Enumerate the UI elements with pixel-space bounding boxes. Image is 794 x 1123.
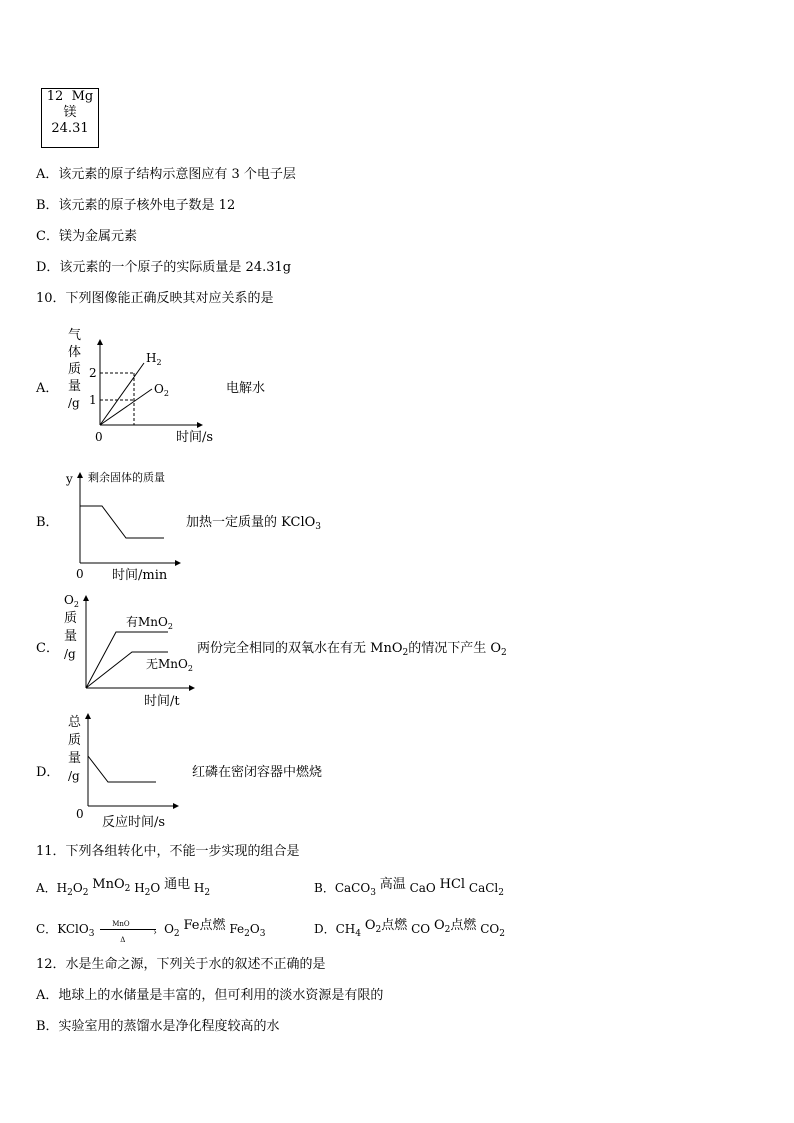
q10-c-series-with: 有MnO$_2$ — [126, 615, 173, 631]
q9-option-b: B．该元素的原子核外电子数是 12 — [36, 198, 236, 213]
q11-a-catalyst: MnO$_2$ — [92, 877, 131, 894]
q10-d-origin: 0 — [76, 807, 84, 821]
q9-option-d: D．该元素的一个原子的实际质量是 24.31g — [36, 260, 292, 275]
q9-option-c: C．镁为金属元素 — [36, 229, 137, 244]
q11-option-a: A．$H_2O_2$ MnO$_2$ $H_2O$ 通电 $H_2$ — [36, 877, 211, 898]
q10-b-curve — [80, 506, 164, 538]
q10-d-chart — [60, 710, 190, 832]
q10-b-origin: 0 — [76, 567, 84, 581]
q11-option-d: D．$CH_4$ $O_2$点燃 CO $O_2$点燃 $CO_2$ — [314, 918, 505, 939]
q10-a-ylabel-1: 体 — [68, 345, 82, 360]
q10-c-ylabel-top: $O_2$ — [64, 593, 79, 609]
q10-a-label: A． — [36, 381, 59, 396]
q11-c-arrow: MnO Δ › — [98, 922, 160, 938]
q11-stem: 11．下列各组转化中，不能一步实现的组合是 — [36, 844, 300, 859]
q10-a-ylabel-3: 量 — [68, 379, 82, 394]
q10-b-desc: 加热一定质量的 KClO$_3$ — [186, 515, 321, 532]
q10-a-h2-line — [100, 363, 144, 425]
q11-c-condition: Fe点燃 — [183, 918, 226, 933]
q10-c-ylabel-0: 质 — [64, 611, 78, 626]
q10-d-ylabel-2: 量 — [68, 751, 82, 766]
q10-c-series-without: 无MnO$_2$ — [146, 657, 193, 673]
q10-b-xlabel: 时间/min — [112, 568, 168, 583]
q10-d-xlabel: 反应时间/s — [102, 815, 166, 830]
q10-d-desc: 红磷在密闭容器中燃烧 — [192, 765, 323, 780]
q10-b-y: y — [66, 472, 73, 486]
q10-c-label: C． — [36, 641, 59, 656]
q10-b-label: B． — [36, 515, 59, 530]
q11-d-condition-1: $O_2$点燃 — [364, 918, 408, 935]
q11-option-b: B．CaCO$_3$ 高温 CaO HCl CaCl$_2$ — [314, 877, 504, 898]
q10-a-ylabel-0: 气 — [68, 328, 82, 343]
q10-c-chart — [60, 590, 200, 710]
q10-stem: 10．下列图像能正确反映其对应关系的是 — [36, 291, 274, 306]
q10-a-desc: 电解水 — [226, 381, 266, 396]
element-name: 镁 — [63, 105, 77, 120]
q11-b-condition: 高温 — [379, 877, 406, 892]
q10-c-desc: 两份完全相同的双氧水在有无 MnO$_2$的情况下产生 $O_2$ — [197, 641, 507, 658]
q10-a-o2-label: $O_2$ — [154, 382, 169, 398]
q10-d-label: D． — [36, 765, 60, 780]
q10-a-chart — [60, 325, 240, 445]
q11-option-c: C．KClO$_3$ MnO Δ › $O_2$ Fe点燃 $Fe_2O_3$ — [36, 918, 266, 944]
q10-b-ytitle: 剩余固体的质量 — [88, 471, 165, 484]
q12-stem: 12．水是生命之源，下列关于水的叙述不正确的是 — [36, 957, 326, 972]
element-mass: 24.31 — [51, 121, 89, 136]
q10-a-origin: 0 — [95, 430, 103, 444]
q10-d-curve — [88, 756, 156, 782]
q12-option-b: B．实验室用的蒸馏水是净化程度较高的水 — [36, 1019, 280, 1034]
q10-c-xlabel: 时间/t — [144, 694, 180, 709]
q11-a-condition: 通电 — [164, 877, 191, 892]
q11-b-reagent: HCl — [439, 877, 466, 892]
q10-d-ylabel-0: 总 — [68, 715, 82, 730]
q10-d-ylabel-1: 质 — [68, 733, 82, 748]
q10-c-ylabel-2: /g — [64, 647, 76, 661]
q10-b-chart — [60, 465, 190, 585]
q10-a-xlabel: 时间/s — [176, 430, 214, 445]
q10-a-ylabel-2: 质 — [68, 362, 82, 377]
q9-option-a: A．该元素的原子结构示意图应有 3 个电子层 — [36, 167, 296, 182]
element-card — [41, 88, 99, 148]
q10-d-ylabel-3: /g — [68, 769, 80, 783]
q11-d-condition-2: $O_2$点燃 — [433, 918, 477, 935]
q10-a-ylabel-4: /g — [68, 396, 80, 410]
element-number-symbol: 12 Mg — [46, 89, 94, 104]
q10-a-h2-label: $H_2$ — [146, 351, 162, 367]
q12-option-a: A．地球上的水储量是丰富的，但可利用的淡水资源是有限的 — [36, 988, 384, 1003]
q10-c-ylabel-1: 量 — [64, 629, 78, 644]
q10-a-tick-2: 2 — [89, 366, 97, 380]
q10-a-tick-1: 1 — [89, 393, 97, 407]
q10-a-o2-line — [100, 389, 152, 425]
